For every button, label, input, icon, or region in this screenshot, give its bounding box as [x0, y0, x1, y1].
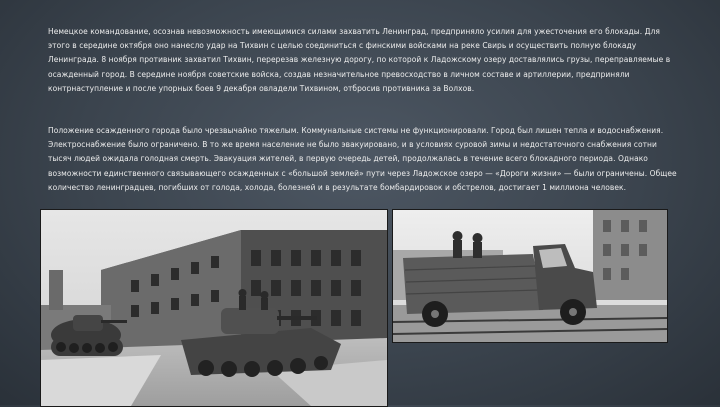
photo-truck-on-rails [392, 209, 668, 343]
photo-tanks-on-street [40, 209, 388, 407]
paragraph-siege-conditions: Положение осажденного города было чрезвычайно тяжелым. Коммунальные системы не функционировали. Город был лишен тепла и водоснабжения. Электроснабжение было ограничено. В то же время население не было эвакуировано, и в условиях суровой зимы и недостаточного снабжения сотни тысяч людей ожидала голодная смерть. Эвакуация жителей, в первую очередь детей, продолжалась в течение всего блокадного периода. Однако возможности единственного связывающего осажденных с «большой землей» пути через Ладожское озеро — «Дороги жизни» — были ограничены. Общее количество ленинградцев, погибших от голода, холода, болезней и в результате бомбардировок и обстрелов, достигает 1 миллиона человек. [48, 126, 677, 192]
paragraph-tikhvin-operation: Немецкое командование, осознав невозможность имеющимися силами захватить Ленинград, предприняло усилия для ужесточения его блокады. Для этого в середине октября оно нанесло удар на Тихвин с целью соединиться с финскими войсками на реке Свирь и осуществить полную блокаду Ленинграда. 8 ноября противник захватил Тихвин, перерезав железную дорогу, по которой к Ладожскому озеру доставлялись грузы, переправляемые в осажденный город. В середине ноября советские войска, создав незначительное превосходство в личном составе и артиллерии, предприняли контрнаступление и после упорных боев 9 декабря овладели Тихвином, отбросив противника за Волхов. [48, 27, 671, 93]
